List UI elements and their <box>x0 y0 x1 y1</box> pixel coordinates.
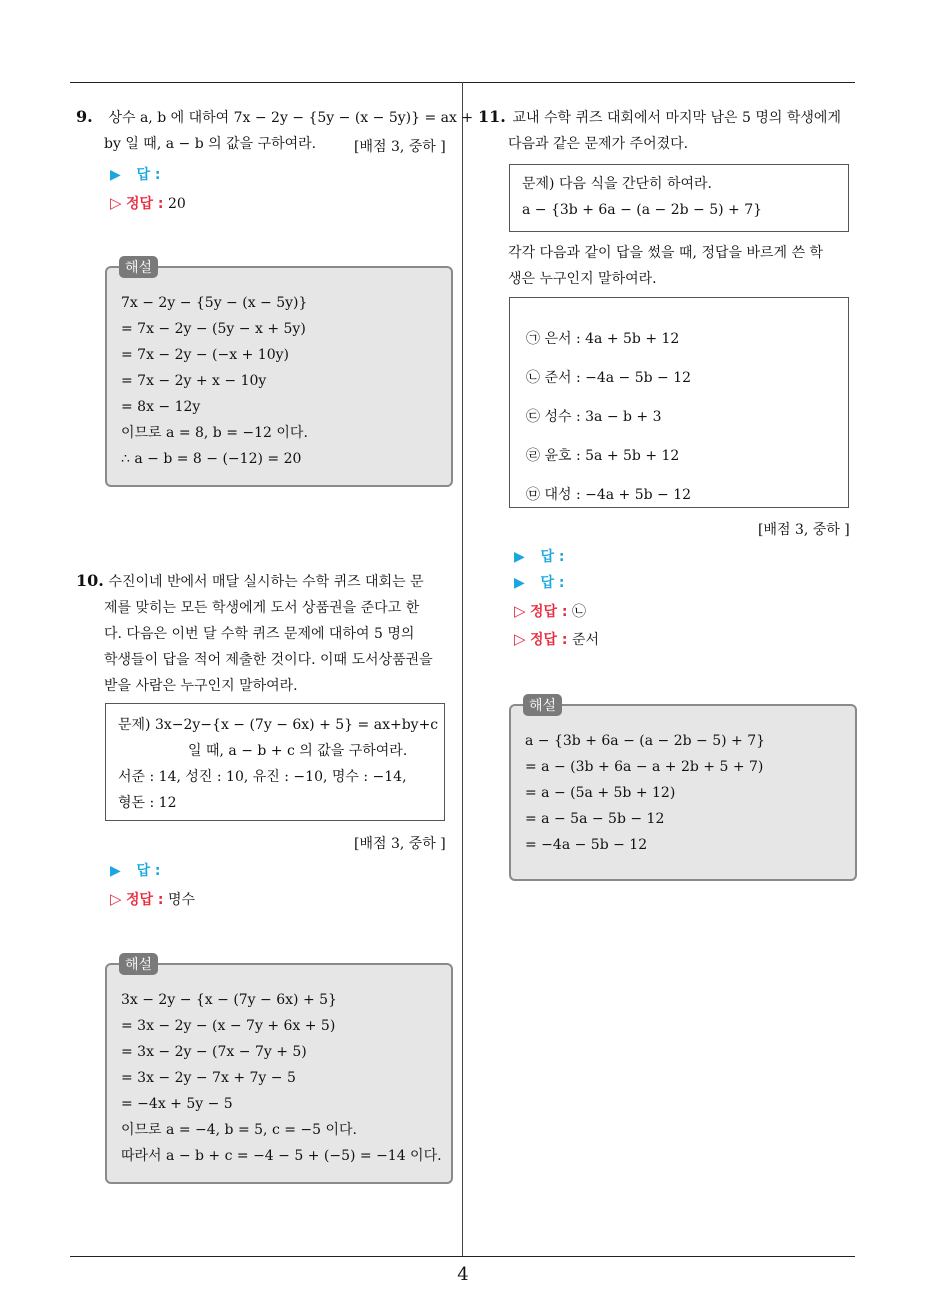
answer-label: 답 : <box>540 549 565 565</box>
question-text-line: 받을 사람은 누구인지 말하여라. <box>104 678 298 694</box>
correct-label: 정답 : <box>126 196 164 212</box>
outline-triangle-icon: ▷ <box>514 602 526 620</box>
answer-label: 답 : <box>136 167 161 183</box>
solution-line: = 7x − 2y − (5y − x + 5y) <box>121 321 306 337</box>
outline-triangle-icon: ▷ <box>514 630 526 648</box>
correct-value: 준서 <box>571 632 600 648</box>
correct-label: 정답 : <box>530 632 568 648</box>
answer-label: 답 : <box>136 863 161 879</box>
bottom-rule <box>70 1256 855 1257</box>
question-11 <box>478 104 858 157</box>
column-divider <box>462 82 463 1256</box>
solution-line: = 3x − 2y − (7x − 7y + 5) <box>121 1044 307 1060</box>
question-text-line: 학생들이 답을 적어 제출한 것이다. 이때 도서상품권을 <box>104 652 433 668</box>
outline-triangle-icon: ▷ <box>110 194 122 212</box>
solution-line: 따라서 a − b + c = −4 − 5 + (−5) = −14 이다. <box>121 1148 442 1164</box>
choice-item: ㉢ 성수 : 3a − b + 3 <box>526 409 662 425</box>
play-icon: ▶ <box>110 167 121 183</box>
answer-label: 답 : <box>540 575 565 591</box>
question-text-line: 제를 맞히는 모든 학생에게 도서 상품권을 준다고 한 <box>104 600 420 616</box>
solution-line: = 3x − 2y − 7x + 7y − 5 <box>121 1070 296 1086</box>
question-text-line: 교내 수학 퀴즈 대회에서 마지막 남은 5 명의 학생에게 <box>512 110 841 126</box>
question-text-line: by 일 때, a − b 의 값을 구하여라. <box>104 136 317 152</box>
problem-box <box>105 703 445 821</box>
question-10 <box>76 568 460 699</box>
choice-item: ㉠ 은서 : 4a + 5b + 12 <box>526 331 680 347</box>
correct-label: 정답 : <box>530 604 568 620</box>
question-number: 11. <box>478 107 506 126</box>
correct-answer-row <box>110 192 186 215</box>
question-text-line: 다. 다음은 이번 달 수학 퀴즈 문제에 대하여 5 명의 <box>104 626 415 642</box>
solution-box <box>105 260 453 487</box>
question-text-line: 각각 다음과 같이 답을 썼을 때, 정답을 바르게 쓴 학 <box>508 245 823 261</box>
answer-row <box>110 164 160 186</box>
correct-label: 정답 : <box>126 892 164 908</box>
problem-line: 문제) 다음 식을 간단히 하여라. <box>522 176 713 192</box>
solution-line: a − {3b + 6a − (a − 2b − 5) + 7} <box>525 733 766 749</box>
play-icon: ▶ <box>514 575 525 591</box>
score-meta: [배점 3, 중하 ] <box>758 522 850 538</box>
solution-line: = −4x + 5y − 5 <box>121 1096 233 1112</box>
correct-answer-row <box>110 888 195 911</box>
problem-line: 일 때, a − b + c 의 값을 구하여라. <box>188 743 408 759</box>
problem-line: 서준 : 14, 성진 : 10, 유진 : −10, 명수 : −14, <box>118 769 407 785</box>
correct-value: 20 <box>167 196 186 212</box>
solution-line: = −4a − 5b − 12 <box>525 837 648 853</box>
solution-line: 이므로 a = −4, b = 5, c = −5 이다. <box>121 1122 357 1138</box>
solution-line: = a − (5a + 5b + 12) <box>525 785 676 801</box>
question-11-continued <box>508 240 860 292</box>
score-meta: [배점 3, 중하 ] <box>354 139 446 155</box>
solution-line: = a − 5a − 5b − 12 <box>525 811 665 827</box>
correct-value: ㉡ <box>571 604 586 620</box>
outline-triangle-icon: ▷ <box>110 890 122 908</box>
solution-line: = 7x − 2y + x − 10y <box>121 373 267 389</box>
solution-line: = 3x − 2y − (x − 7y + 6x + 5) <box>121 1018 336 1034</box>
solution-line: = 7x − 2y − (−x + 10y) <box>121 347 289 363</box>
solution-line: ∴ a − b = 8 − (−12) = 20 <box>121 451 302 467</box>
choice-item: ㉣ 윤호 : 5a + 5b + 12 <box>526 448 680 464</box>
question-number: 9. <box>76 107 93 126</box>
solution-line: 3x − 2y − {x − (7y − 6x) + 5} <box>121 992 337 1008</box>
solution-tag: 해설 <box>119 953 158 975</box>
solution-box <box>509 698 857 881</box>
problem-box <box>509 164 849 232</box>
solution-box <box>105 957 453 1184</box>
correct-answer-row <box>514 600 586 623</box>
solution-line: 이므로 a = 8, b = −12 이다. <box>121 425 308 441</box>
solution-tag: 해설 <box>119 256 158 278</box>
choices-box <box>509 297 849 508</box>
choice-item: ㉡ 준서 : −4a − 5b − 12 <box>526 370 692 386</box>
problem-line: 형돈 : 12 <box>118 795 177 811</box>
question-text-line: 다음과 같은 문제가 주어졌다. <box>508 136 689 152</box>
answer-row <box>514 572 564 594</box>
correct-value: 명수 <box>167 892 196 908</box>
score-meta: [배점 3, 중하 ] <box>354 836 446 852</box>
question-text-line: 상수 a, b 에 대하여 7x − 2y − {5y − (x − 5y)} = ax + <box>108 110 474 126</box>
correct-answer-row <box>514 628 599 651</box>
question-text-line: 수진이네 반에서 매달 실시하는 수학 퀴즈 대회는 문 <box>108 574 424 590</box>
answer-row <box>514 546 564 568</box>
choice-item: ㉤ 대성 : −4a + 5b − 12 <box>526 487 692 503</box>
page-number: 4 <box>457 1264 469 1285</box>
question-number: 10. <box>76 571 104 590</box>
problem-line: 문제) 3x−2y−{x − (7y − 6x) + 5} = ax+by+c <box>118 717 439 733</box>
answer-row <box>110 860 160 882</box>
solution-line: = a − (3b + 6a − a + 2b + 5 + 7) <box>525 759 764 775</box>
question-text-line: 생은 누구인지 말하여라. <box>508 271 657 287</box>
play-icon: ▶ <box>110 863 121 879</box>
solution-tag: 해설 <box>523 694 562 716</box>
problem-line: a − {3b + 6a − (a − 2b − 5) + 7} <box>522 202 763 218</box>
solution-line: 7x − 2y − {5y − (x − 5y)} <box>121 295 308 311</box>
play-icon: ▶ <box>514 549 525 565</box>
solution-line: = 8x − 12y <box>121 399 201 415</box>
